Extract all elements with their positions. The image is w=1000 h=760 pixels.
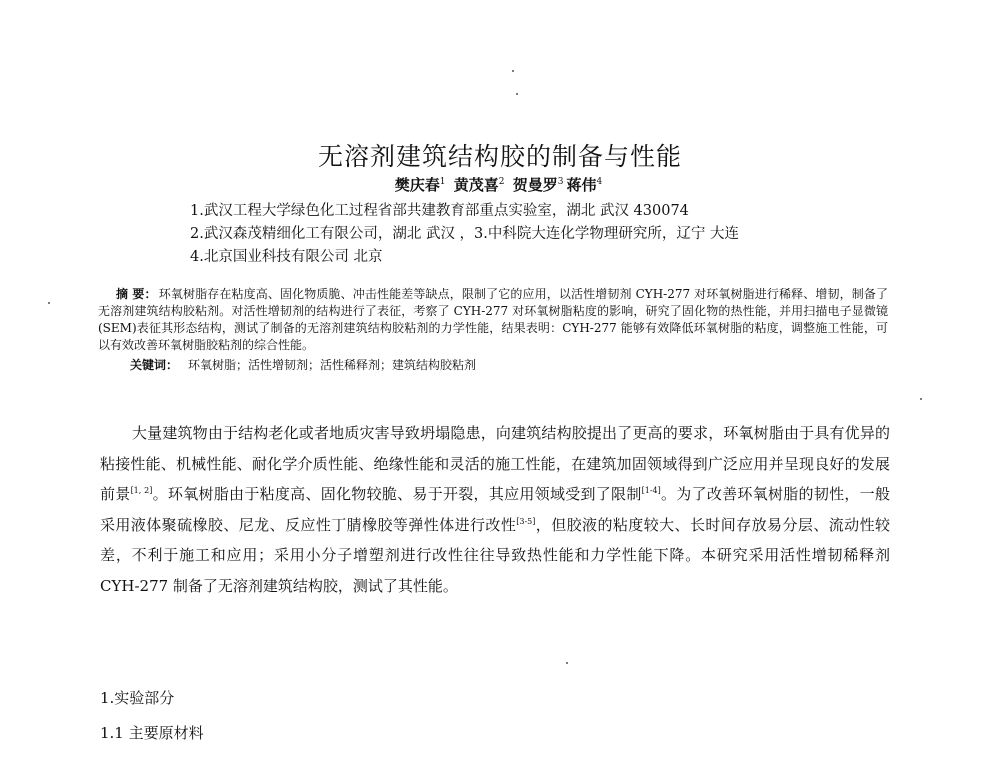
author-affil-mark: 2: [498, 177, 505, 187]
keywords-text: 环氧树脂；活性增韧剂；活性稀释剂；建筑结构胶粘剂: [188, 358, 477, 372]
intro-text: 大量建筑物由于结构老化或者地质灾害导致坍塌隐患，向建筑结构胶提出了更高的要求，环氧树脂由于具有优异的粘接性能、机械性能、耐化学介质性能、绝缘性能和灵活的施工性能，在建筑加固领域得到广泛应用并呈现良好的发展前景: [100, 424, 890, 503]
author-affil-mark: 3: [557, 177, 564, 187]
author-name: 蒋伟: [566, 176, 597, 194]
keywords-label: 关键词：: [130, 358, 179, 372]
abstract-text: 环氧树脂存在粘度高、固化物质脆、冲击性能差等缺点，限制了它的应用，以活性增韧剂 CYH-277 对环氧树脂进行稀释、增韧，制备了无溶剂建筑结构胶粘剂。对活性增韧剂的结构进行了表征，考察了 CYH-277 对环氧树脂粘度的影响，研究了固化物的热性能，并用扫描电子显微镜(SEM)表征其形态结构，测试了制备的无溶剂建筑结构胶粘剂的力学性能，结果表明：CYH-277 能够有效降低环氧树脂的粘度，调整施工性能，可以有效改善环氧树脂胶粘剂的综合性能。: [98, 287, 888, 352]
author-name: 黄茂喜: [453, 176, 499, 194]
scan-speck: [512, 70, 514, 72]
scan-speck: [566, 662, 568, 664]
author-name: 贺曼罗: [512, 176, 558, 194]
affiliation-line: 1.武汉工程大学绿色化工过程省部共建教育部重点实验室，湖北 武汉 430074: [190, 203, 689, 219]
author-affil-mark: 1: [439, 177, 446, 187]
introduction-paragraph: [100, 418, 890, 601]
affiliation-line: 2.武汉森茂精细化工有限公司，湖北 武汉 ，3.中科院大连化学物理研究所，辽宁 大连: [190, 226, 739, 242]
citation: [3-5]: [516, 516, 536, 526]
subsection-heading: 1.1 主要原材料: [100, 724, 204, 742]
affiliation-line: 4.北京国业科技有限公司 北京: [190, 249, 383, 265]
paper-title: 无溶剂建筑结构胶的制备与性能: [317, 142, 682, 171]
citation: [1, 2]: [130, 486, 153, 495]
intro-text: 。环氧树脂由于粘度高、固化物较脆、易于开裂，其应用领域受到了限制: [152, 485, 642, 503]
scan-speck: [516, 93, 518, 95]
keywords: [130, 356, 476, 373]
abstract-label: 摘 要：: [116, 287, 157, 301]
author-name: 樊庆春: [394, 176, 440, 194]
citation: [1-4]: [641, 486, 661, 495]
abstract: [98, 286, 888, 354]
intro-text: ，但胶液的粘度较大、长时间存放易分层、流动性较差，不利于施工和应用；采用小分子增塑剂进行改性往往导致热性能和力学性能下降。本研究采用活性增韧稀释剂 CYH-277 制备了无溶剂建筑结构胶，测试了其性能。: [100, 515, 890, 595]
author-list: [0, 174, 1000, 195]
section-heading: 1.实验部分: [100, 689, 175, 707]
scan-speck: [48, 302, 50, 304]
intro-text: 。为了改善环氧树脂的韧性，一般采用液体聚硫橡胶、尼龙、反应性丁腈橡胶等弹性体进行改性: [100, 485, 890, 534]
author-affil-mark: 4: [596, 177, 603, 187]
scan-speck: [920, 398, 922, 400]
